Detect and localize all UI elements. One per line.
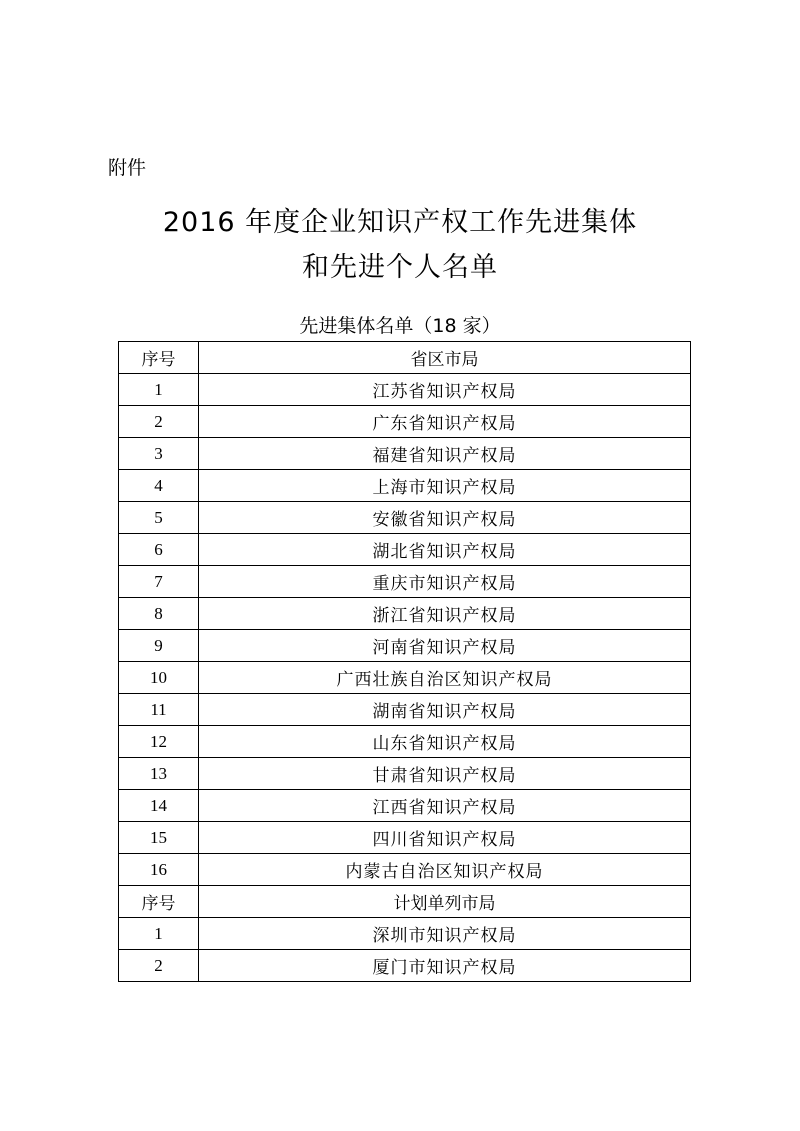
document-title-line-1: 2016 年度企业知识产权工作先进集体 bbox=[162, 207, 638, 238]
table-row bbox=[119, 630, 691, 662]
row-number: 1 bbox=[119, 374, 199, 406]
table-row bbox=[119, 566, 691, 598]
table-header-row-provincial bbox=[119, 342, 691, 374]
table-row bbox=[119, 470, 691, 502]
row-name: 广东省知识产权局 bbox=[199, 406, 691, 438]
row-name: 山东省知识产权局 bbox=[199, 726, 691, 758]
row-number: 7 bbox=[119, 566, 199, 598]
table-row bbox=[119, 854, 691, 886]
row-name: 湖北省知识产权局 bbox=[199, 534, 691, 566]
advanced-collective-table bbox=[118, 341, 691, 982]
table-row bbox=[119, 950, 691, 982]
row-number: 5 bbox=[119, 502, 199, 534]
table-row bbox=[119, 374, 691, 406]
header-serial-number: 序号 bbox=[119, 342, 199, 374]
row-number: 2 bbox=[119, 950, 199, 982]
row-name: 四川省知识产权局 bbox=[199, 822, 691, 854]
row-name: 内蒙古自治区知识产权局 bbox=[199, 854, 691, 886]
row-name: 深圳市知识产权局 bbox=[199, 918, 691, 950]
row-number: 14 bbox=[119, 790, 199, 822]
header-provincial-bureau: 省区市局 bbox=[199, 342, 691, 374]
row-number: 15 bbox=[119, 822, 199, 854]
row-number: 11 bbox=[119, 694, 199, 726]
table-header-row-city bbox=[119, 886, 691, 918]
row-name: 安徽省知识产权局 bbox=[199, 502, 691, 534]
table-row bbox=[119, 598, 691, 630]
table-row bbox=[119, 694, 691, 726]
row-name: 甘肃省知识产权局 bbox=[199, 758, 691, 790]
row-number: 16 bbox=[119, 854, 199, 886]
row-number: 8 bbox=[119, 598, 199, 630]
table-row bbox=[119, 534, 691, 566]
row-name: 上海市知识产权局 bbox=[199, 470, 691, 502]
attachment-label: 附件 bbox=[108, 157, 147, 179]
table-row bbox=[119, 758, 691, 790]
table-row bbox=[119, 438, 691, 470]
row-number: 10 bbox=[119, 662, 199, 694]
section-title: 先进集体名单（18 家） bbox=[299, 315, 501, 337]
row-name: 厦门市知识产权局 bbox=[199, 950, 691, 982]
row-number: 12 bbox=[119, 726, 199, 758]
row-number: 2 bbox=[119, 406, 199, 438]
row-number: 13 bbox=[119, 758, 199, 790]
row-number: 4 bbox=[119, 470, 199, 502]
table-row bbox=[119, 918, 691, 950]
row-name: 湖南省知识产权局 bbox=[199, 694, 691, 726]
table-row bbox=[119, 502, 691, 534]
table-row bbox=[119, 726, 691, 758]
header-serial-number: 序号 bbox=[119, 886, 199, 918]
row-name: 广西壮族自治区知识产权局 bbox=[199, 662, 691, 694]
row-name: 重庆市知识产权局 bbox=[199, 566, 691, 598]
header-city-bureau: 计划单列市局 bbox=[199, 886, 691, 918]
row-name: 浙江省知识产权局 bbox=[199, 598, 691, 630]
row-number: 3 bbox=[119, 438, 199, 470]
row-number: 1 bbox=[119, 918, 199, 950]
row-name: 河南省知识产权局 bbox=[199, 630, 691, 662]
row-name: 福建省知识产权局 bbox=[199, 438, 691, 470]
row-number: 6 bbox=[119, 534, 199, 566]
table-row bbox=[119, 406, 691, 438]
table-row bbox=[119, 662, 691, 694]
row-name: 江西省知识产权局 bbox=[199, 790, 691, 822]
row-name: 江苏省知识产权局 bbox=[199, 374, 691, 406]
row-number: 9 bbox=[119, 630, 199, 662]
table-row bbox=[119, 822, 691, 854]
document-title-line-2: 和先进个人名单 bbox=[302, 252, 498, 283]
table-row bbox=[119, 790, 691, 822]
